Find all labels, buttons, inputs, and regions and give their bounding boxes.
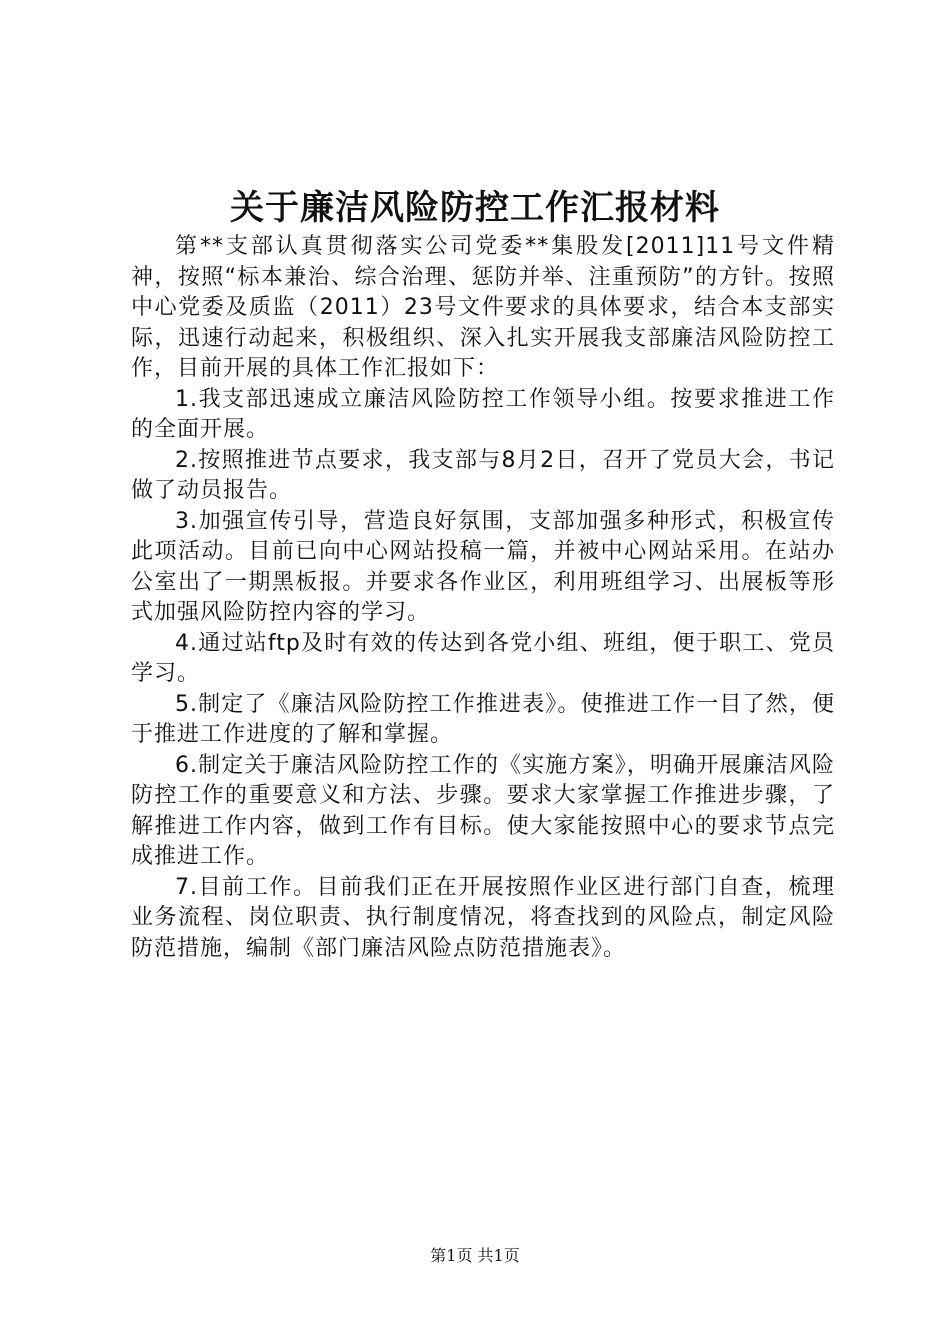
item-paragraph-7: 7.目前工作。目前我们正在开展按照作业区进行部门自查，梳理业务流程、岗位职责、执行制度情况，将查找到的风险点，制定风险防范措施，编制《部门廉洁风险点防范措施表》。 xyxy=(131,874,835,961)
item-paragraph-2: 2.按照推进节点要求，我支部与8月2日，召开了党员大会，书记做了动员报告。 xyxy=(131,447,835,503)
document-body xyxy=(131,232,835,964)
document-title: 关于廉洁风险防控工作汇报材料 xyxy=(230,188,720,228)
item-paragraph-4: 4.通过站ftp及时有效的传达到各党小组、班组，便于职工、党员学习。 xyxy=(131,630,835,686)
item-paragraph-5: 5.制定了《廉洁风险防控工作推进表》。使推进工作一目了然，便于推进工作进度的了解和掌握。 xyxy=(131,691,835,747)
item-paragraph-1: 1.我支部迅速成立廉洁风险防控工作领导小组。按要求推进工作的全面开展。 xyxy=(131,386,835,442)
item-paragraph-3: 3.加强宣传引导，营造良好氛围，支部加强多种形式，积极宣传此项活动。目前已向中心网站投稿一篇，并被中心网站采用。在站办公室出了一期黑板报。并要求各作业区，利用班组学习、出展板等形式加强风险防控内容的学习。 xyxy=(131,508,835,625)
page-footer: 第1页 共1页 xyxy=(430,1246,520,1265)
item-paragraph-6: 6.制定关于廉洁风险防控工作的《实施方案》，明确开展廉洁风险防控工作的重要意义和方法、步骤。要求大家掌握工作推进步骤，了解推进工作内容，做到工作有目标。使大家能按照中心的要求节点完成推进工作。 xyxy=(131,752,835,869)
intro-paragraph: 第**支部认真贯彻落实公司党委**集股发[2011]11号文件精神，按照“标本兼治、综合治理、惩防并举、注重预防”的方针。按照中心党委及质监（2011）23号文件要求的具体要求，结合本支部实际，迅速行动起来，积极组织、深入扎实开展我支部廉洁风险防控工作，目前开展的具体工作汇报如下： xyxy=(131,234,835,381)
